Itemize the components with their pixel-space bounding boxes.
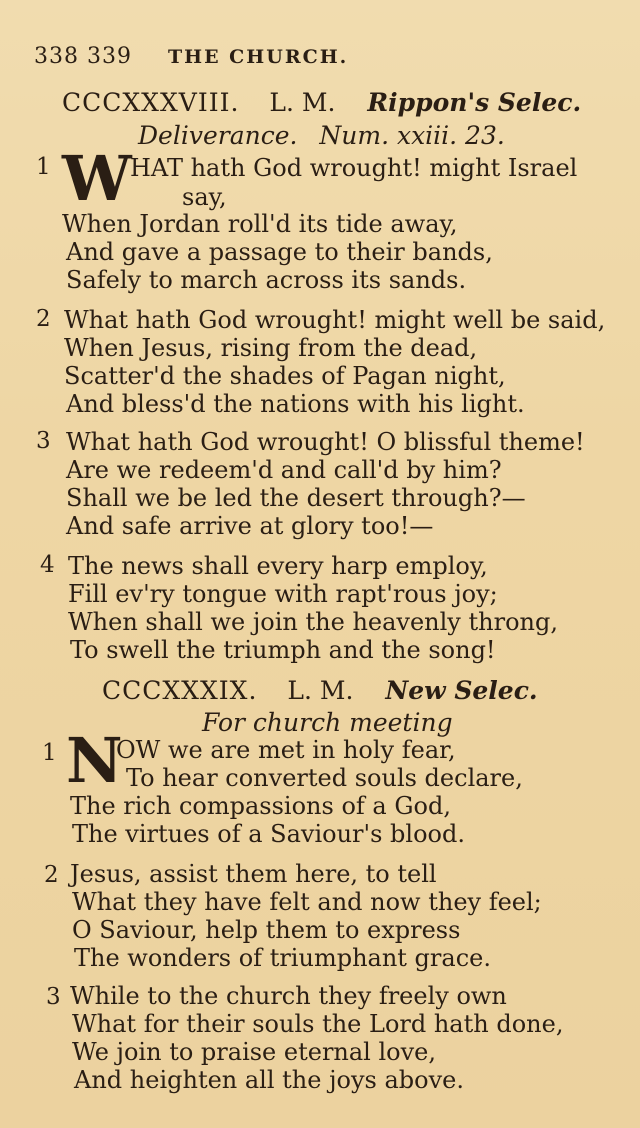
hymn-meter: L. M.	[269, 88, 336, 117]
verse-line: O Saviour, help them to express	[72, 916, 461, 944]
verse-line: What hath God wrought! O blissful theme!	[66, 428, 585, 456]
verse-number: 1	[42, 740, 57, 766]
verse-line: What for their souls the Lord hath done,	[72, 1010, 564, 1038]
hymn-number: CCCXXXIX.	[102, 676, 258, 705]
verse-line: The wonders of triumphant grace.	[74, 944, 491, 972]
verse-number: 1	[36, 154, 51, 180]
verse-line: HAT hath God wrought! might Israel	[130, 154, 578, 182]
verse-number: 3	[36, 428, 51, 454]
verse-line: Fill ev'ry tongue with rapt'rous joy;	[68, 580, 498, 608]
verse-number: 2	[36, 306, 51, 332]
verse-line: We join to praise eternal love,	[72, 1038, 436, 1066]
verse-line: And safe arrive at glory too!—	[66, 512, 434, 540]
verse-line: Shall we be led the desert through?—	[66, 484, 526, 512]
verse-line: Scatter'd the shades of Pagan night,	[64, 362, 506, 390]
verse-line: To swell the triumph and the song!	[70, 636, 496, 664]
verse-line: What hath God wrought! might well be said,	[64, 306, 606, 334]
drop-cap: N	[66, 724, 123, 797]
verse-line: The rich compassions of a God,	[70, 792, 451, 820]
verse-number: 4	[40, 552, 55, 578]
verse-line: OW we are met in holy fear,	[116, 736, 456, 764]
verse-line: Are we redeem'd and call'd by him?	[66, 456, 502, 484]
verse-line: The news shall every harp employ,	[68, 552, 488, 580]
running-header	[34, 44, 348, 69]
hymn-subtitle-text: For church meeting	[202, 708, 453, 737]
verse-line: And bless'd the nations with his light.	[66, 390, 525, 418]
verse-line: When shall we join the heavenly throng,	[68, 608, 558, 636]
hymn-number: CCCXXXVIII.	[62, 88, 240, 117]
hymn-heading	[102, 676, 538, 705]
verse-line: And heighten all the joys above.	[74, 1066, 464, 1094]
page-numbers: 338 339	[34, 44, 132, 69]
hymn-meter: L. M.	[287, 676, 354, 705]
verse-line: What they have felt and now they feel;	[72, 888, 542, 916]
running-title: THE CHURCH.	[167, 46, 349, 68]
verse-line: While to the church they freely own	[70, 982, 507, 1010]
drop-cap: W	[62, 142, 132, 215]
hymn-subtitle	[138, 121, 505, 150]
verse-number: 3	[46, 984, 61, 1010]
hymn-source: Rippon's Selec.	[367, 88, 582, 117]
verse-line: And gave a passage to their bands,	[66, 238, 493, 266]
hymn-subtitle	[202, 708, 453, 737]
verse-line: When Jordan roll'd its tide away,	[62, 210, 458, 238]
verse-number: 2	[44, 862, 59, 888]
verse-line: Safely to march across its sands.	[66, 266, 467, 294]
verse-line: The virtues of a Saviour's blood.	[72, 820, 465, 848]
verse-line: To hear converted souls declare,	[126, 764, 523, 792]
hymn-reference: Num. xxiii. 23.	[319, 121, 505, 150]
verse-line: say,	[182, 183, 227, 211]
hymn-source: New Selec.	[385, 676, 538, 705]
verse-line: When Jesus, rising from the dead,	[64, 334, 478, 362]
hymn-heading	[62, 88, 581, 117]
verse-line: Jesus, assist them here, to tell	[70, 860, 437, 888]
hymn-subtitle-text: Deliverance.	[138, 121, 298, 150]
